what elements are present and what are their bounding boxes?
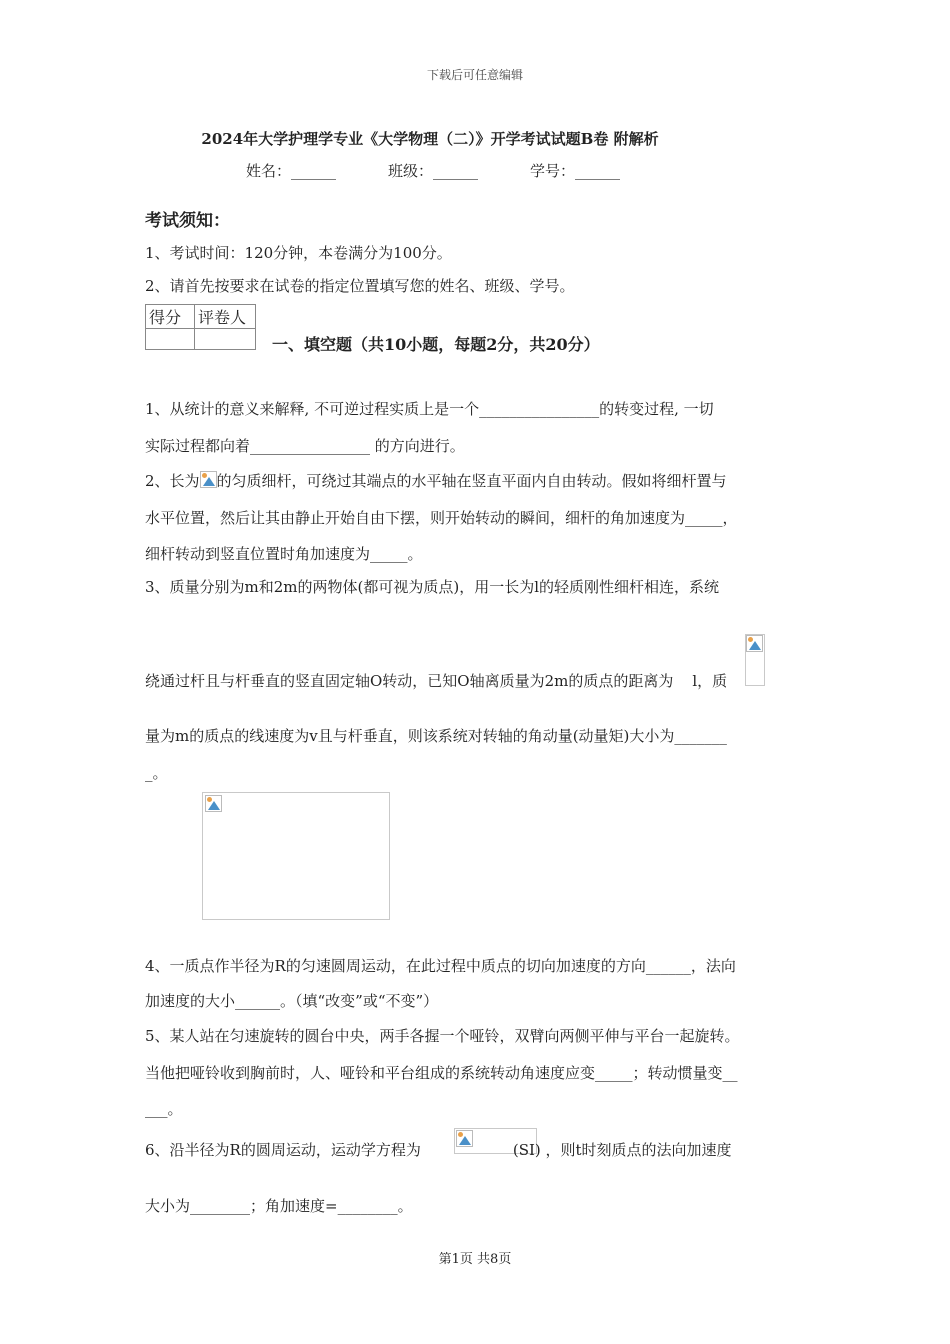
question-2-line-2: 水平位置，然后让其由静止开始自由下摆，则开始转动的瞬间，细杆的角加速度为_____， [145, 509, 738, 527]
class-field: 班级：______ [388, 162, 479, 180]
formula-image-frame [745, 634, 765, 686]
score-table [145, 304, 256, 350]
question-6-text-b: (SI) ，则t时刻质点的法向加速度 [512, 1141, 732, 1159]
question-3-line-1: 3、质量分别为m和2m的两物体(都可视为质点)，用一长为l的轻质刚性细杆相连，系统 [145, 578, 720, 596]
question-4-line-1: 4、一质点作半径为R的匀速圆周运动，在此过程中质点的切向加速度的方向______，法向 [145, 957, 736, 975]
score-cell [146, 329, 195, 350]
notice-item: 2、请首先按要求在试卷的指定位置填写您的姓名、班级、学号。 [145, 277, 575, 295]
exam-title: 2024年大学护理学专业《大学物理（二）》开学考试试题B卷 附解析 [201, 130, 659, 148]
grader-header: 评卷人 [195, 305, 256, 329]
student-id-field: 学号：______ [530, 162, 621, 180]
question-3-line-4: _。 [145, 764, 168, 782]
question-4-line-2: 加速度的大小______。（填“改变”或“不变”） [145, 992, 439, 1010]
notice-item: 1、考试时间：120分钟，本卷满分为100分。 [145, 244, 452, 262]
score-header: 得分 [146, 305, 195, 329]
broken-image-icon [200, 471, 217, 488]
question-6-line-1 [145, 1139, 732, 1160]
question-5-line-3: ___。 [145, 1100, 183, 1118]
question-6-text-a: 6、沿半径为R的圆周运动，运动学方程为 [145, 1141, 421, 1159]
broken-image-icon [205, 795, 222, 812]
question-3-line-2 [145, 670, 727, 691]
question-2-line-3: 细杆转动到竖直位置时角加速度为_____。 [145, 545, 423, 563]
question-2-line-1 [145, 470, 727, 491]
broken-image-icon [746, 635, 763, 652]
question-1-line-1: 1、从统计的意义来解释, 不可逆过程实质上是一个________________的转变过程, 一切 [145, 400, 714, 418]
figure-image-frame [202, 792, 390, 920]
section-title: 一、填空题（共10小题，每题2分，共20分） [272, 335, 600, 354]
question-5-line-2: 当他把哑铃收到胸前时，人、哑铃和平台组成的系统转动角速度应变_____；转动惯量变__ [145, 1064, 738, 1082]
question-3-text-a: 绕通过杆且与杆垂直的竖直固定轴O转动，已知O轴离质量为2m的质点的距离为 [145, 672, 674, 690]
question-6-line-2: 大小为________；角加速度=________。 [145, 1197, 413, 1215]
question-3-text-b: l，质 [692, 672, 728, 690]
page-footer: 第1页 共8页 [438, 1252, 512, 1267]
header-note: 下载后可任意编辑 [426, 68, 523, 82]
question-2-text-a: 2、长为 [145, 472, 200, 490]
grader-cell [195, 329, 256, 350]
question-5-line-1: 5、某人站在匀速旋转的圆台中央，两手各握一个哑铃，双臂向两侧平伸与平台一起旋转。 [145, 1027, 740, 1045]
name-field: 姓名：______ [246, 162, 337, 180]
question-3-line-3: 量为m的质点的线速度为v且与杆垂直，则该系统对转轴的角动量(动量矩)大小为_______ [145, 727, 727, 745]
question-2-text-b: 的匀质细杆，可绕过其端点的水平轴在竖直平面内自由转动。假如将细杆置与 [216, 472, 727, 490]
notice-heading: 考试须知： [145, 211, 230, 231]
question-1-line-2: 实际过程都向着________________ 的方向进行。 [145, 437, 465, 455]
